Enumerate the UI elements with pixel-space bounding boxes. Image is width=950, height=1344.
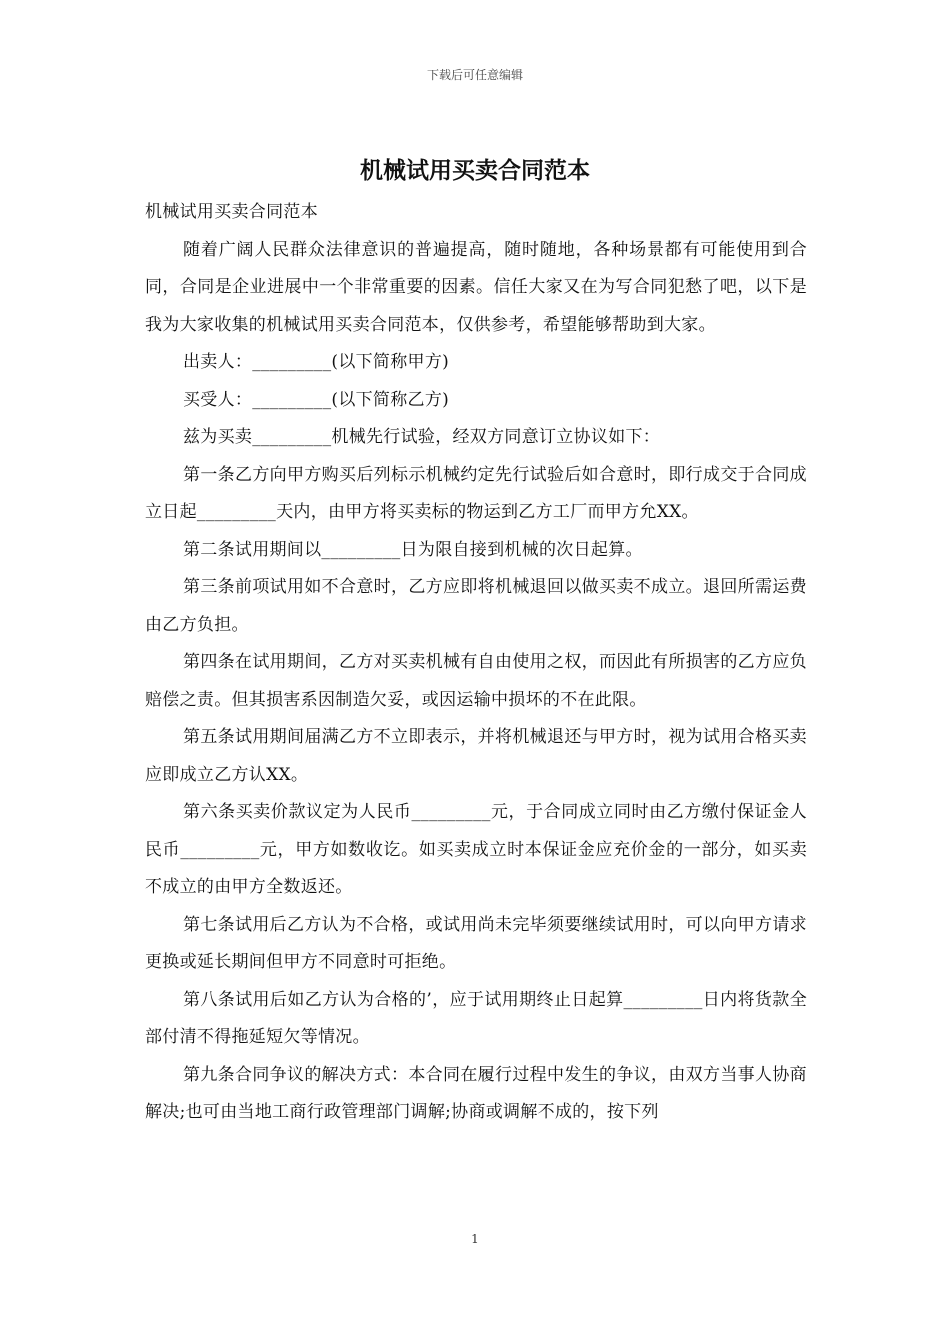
document-body: [145, 194, 807, 1132]
article-1: 第一条乙方向甲方购买后列标示机械约定先行试验后如合意时，即行成交于合同成立日起_________天内，由甲方将买卖标的物运到乙方工厂而甲方允XX。: [145, 464, 807, 522]
document-title: 机械试用买卖合同范本: [360, 157, 590, 184]
header-note: 下载后可任意编辑: [426, 68, 523, 82]
article-4: 第四条在试用期间，乙方对买卖机械有自由使用之权，而因此有所损害的乙方应负赔偿之责。但其损害系因制造欠妥，或因运输中损坏的不在此限。: [145, 652, 807, 710]
agreement-intro: 兹为买卖_________机械先行试验，经双方同意订立协议如下：: [183, 427, 661, 447]
article-9: 第九条合同争议的解决方式：本合同在履行过程中发生的争议，由双方当事人协商解决;也可由当地工商行政管理部门调解;协商或调解不成的，按下列: [145, 1064, 807, 1122]
intro-paragraph: 随着广阔人民群众法律意识的普遍提高，随时随地，各种场景都有可能使用到合同，合同是企业进展中一个非常重要的因素。信任大家又在为写合同犯愁了吧，以下是我为大家收集的机械试用买卖合同范本，仅供参考，希望能够帮助到大家。: [145, 239, 807, 335]
article-6: 第六条买卖价款议定为人民币_________元，于合同成立同时由乙方缴付保证金人民币_________元，甲方如数收讫。如买卖成立时本保证金应充价金的一部分，如买卖不成立的由甲方全数返还。: [145, 802, 807, 897]
article-7: 第七条试用后乙方认为不合格，或试用尚未完毕须要继续试用时，可以向甲方请求更换或延长期间但甲方不同意时可拒绝。: [145, 914, 807, 972]
article-3: 第三条前项试用如不合意时，乙方应即将机械退回以做买卖不成立。退回所需运费由乙方负担。: [145, 577, 807, 635]
seller-line: 出卖人：_________(以下简称甲方): [183, 352, 450, 372]
article-5: 第五条试用期间届满乙方不立即表示，并将机械退还与甲方时，视为试用合格买卖应即成立乙方认XX。: [145, 727, 807, 785]
subtitle-paragraph: 机械试用买卖合同范本: [145, 202, 318, 222]
page-number: 1: [471, 1232, 479, 1246]
article-2: 第二条试用期间以_________日为限自接到机械的次日起算。: [183, 539, 643, 560]
article-8: 第八条试用后如乙方认为合格的’，应于试用期终止日起算_________日内将货款全部付清不得拖延短欠等情况。: [145, 989, 807, 1047]
buyer-line: 买受人：_________(以下简称乙方): [183, 389, 450, 410]
